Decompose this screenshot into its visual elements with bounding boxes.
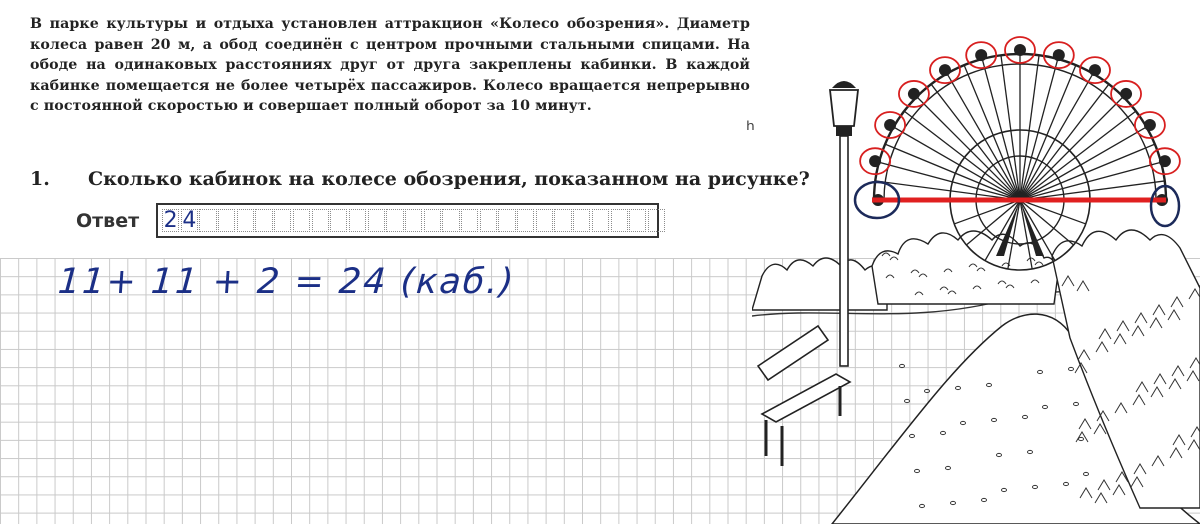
wheel-lower-spoke <box>1020 200 1086 224</box>
cabin-icon <box>1014 44 1026 56</box>
wheel-spoke <box>894 127 1020 200</box>
answer-cell[interactable] <box>536 209 553 232</box>
lamp-cap <box>832 81 856 88</box>
wheel-spoke <box>917 97 1020 200</box>
answer-cells <box>162 209 667 232</box>
pebble <box>925 389 930 392</box>
cabin-icon <box>908 88 920 100</box>
answer-cell[interactable] <box>611 209 628 232</box>
bushes-left <box>752 258 887 310</box>
answer-cell[interactable] <box>592 209 609 232</box>
answer-cell[interactable] <box>330 209 347 232</box>
cabin-icon <box>1089 64 1101 76</box>
answer-cell[interactable] <box>629 209 646 232</box>
answer-cell[interactable] <box>181 209 198 232</box>
ferris-wheel-illustration <box>752 36 1200 524</box>
task-question: Сколько кабинок на колесе обозрения, показанном на рисунке? <box>88 168 810 190</box>
scan-artifact: ʰ <box>746 118 755 143</box>
cabin-icon <box>1159 155 1171 167</box>
answer-cell[interactable] <box>293 209 310 232</box>
pebble <box>905 399 910 402</box>
answer-cell[interactable] <box>274 209 291 232</box>
answer-cell[interactable] <box>554 209 571 232</box>
answer-cell[interactable] <box>237 209 254 232</box>
answer-cell[interactable] <box>349 209 366 232</box>
cabin-icon <box>975 49 987 61</box>
answer-cell[interactable] <box>255 209 272 232</box>
answer-cell[interactable] <box>405 209 422 232</box>
answer-field[interactable] <box>156 203 659 238</box>
cabin-icon <box>1053 49 1065 61</box>
answer-cell[interactable] <box>498 209 515 232</box>
answer-cell[interactable] <box>424 209 441 232</box>
answer-cell[interactable] <box>368 209 385 232</box>
lamp-post <box>840 136 848 366</box>
bench-seat <box>762 374 850 422</box>
cabin-icon <box>884 119 896 131</box>
answer-cell[interactable] <box>573 209 590 232</box>
answer-cell[interactable] <box>480 209 497 232</box>
task-number: 1. <box>30 168 50 190</box>
wheel-spoke <box>947 74 1020 200</box>
pebble <box>900 364 905 367</box>
wheel-spoke <box>1020 127 1146 200</box>
wheel-spoke <box>1020 74 1093 200</box>
answer-cell[interactable] <box>386 209 403 232</box>
bench-back <box>758 326 828 380</box>
lamp-head <box>830 90 858 126</box>
answer-cell[interactable] <box>517 209 534 232</box>
answer-cell[interactable] <box>199 209 216 232</box>
answer-cell[interactable] <box>648 209 665 232</box>
cabin-icon <box>1144 119 1156 131</box>
answer-cell-digit: 4 <box>182 208 197 233</box>
answer-cell-digit: 2 <box>163 208 178 233</box>
trees-center <box>872 231 1058 304</box>
park-scene <box>752 36 1200 524</box>
answer-label: Ответ <box>76 210 140 232</box>
answer-cell[interactable] <box>218 209 235 232</box>
cabin-icon <box>939 64 951 76</box>
problem-statement: В парке культуры и отдыха установлен аттракцион «Колесо обозрения». Диаметр колеса равен 20 м, а обод соединён с центром прочными стальными спицами. На ободе на одинаковых расстояниях друг от друга закреплены кабинки. В каждой кабинке помещается не более четырёх пассажиров. Колесо вращается непрерывно с постоянной скоростью и совершает полный оборот за 10 минут. <box>30 16 750 115</box>
answer-cell[interactable] <box>461 209 478 232</box>
wheel-lower-spoke <box>954 200 1020 224</box>
lamp-neck <box>836 126 852 136</box>
cabin-icon <box>869 155 881 167</box>
answer-cell[interactable] <box>312 209 329 232</box>
cabin-icon <box>1120 88 1132 100</box>
answer-cell[interactable] <box>162 209 179 232</box>
wheel-spoke <box>1020 97 1123 200</box>
handwritten-solution: 11+ 11 + 2 = 24 (каб.) <box>56 262 517 302</box>
answer-cell[interactable] <box>442 209 459 232</box>
